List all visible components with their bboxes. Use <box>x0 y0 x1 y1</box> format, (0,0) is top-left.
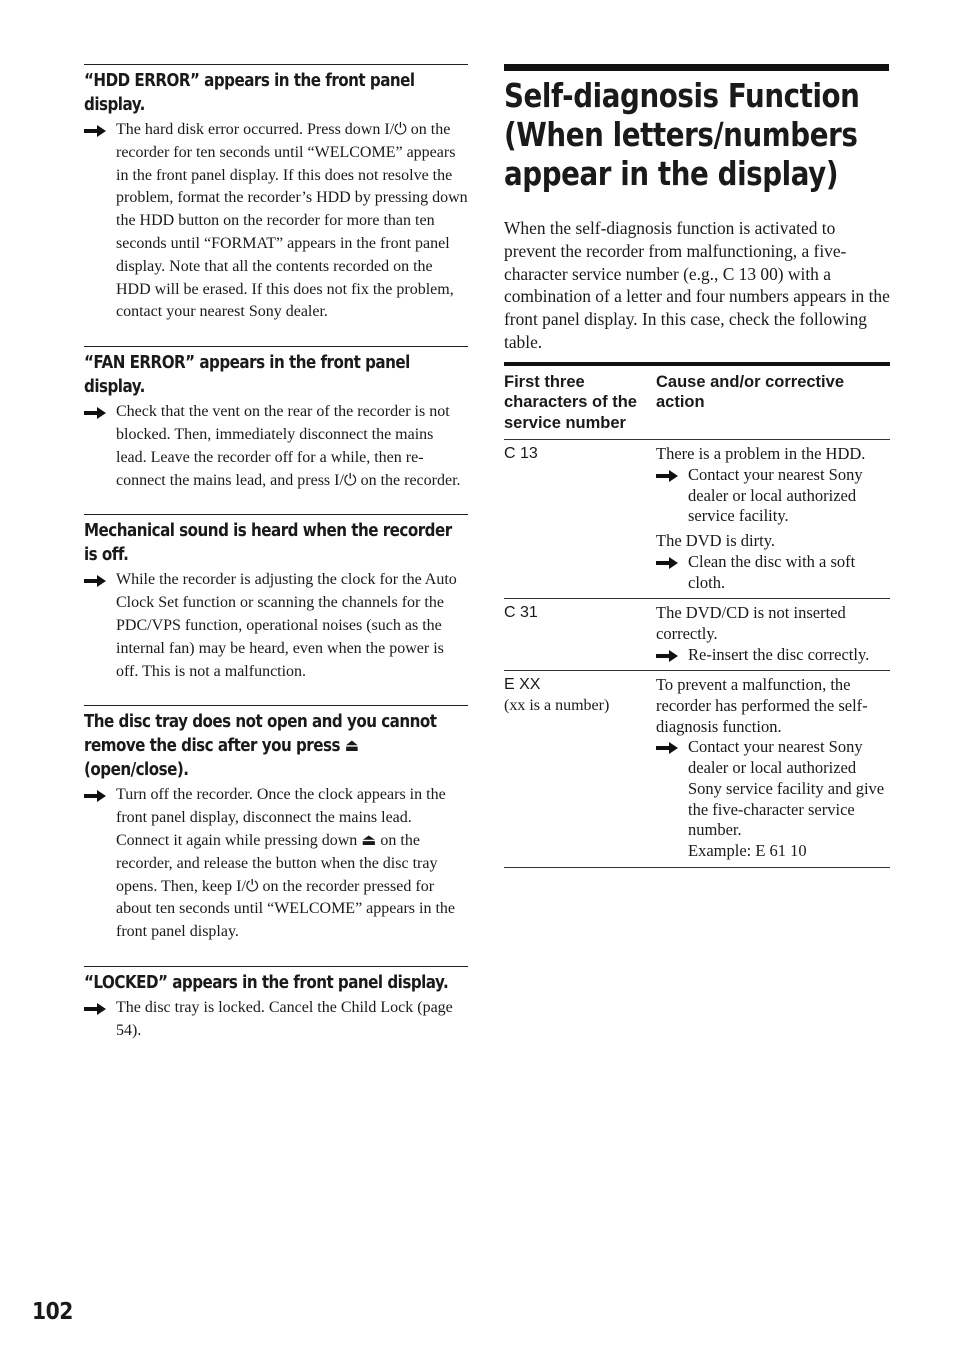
cause-cell <box>656 440 890 599</box>
left-column <box>84 64 468 1043</box>
arrow-right-icon <box>84 407 106 419</box>
cause-cell <box>656 671 890 867</box>
section-heading: “HDD ERROR” appears in the front panel display. <box>84 71 415 115</box>
arrow-right-icon <box>84 790 106 802</box>
arrow-right-icon <box>656 470 678 482</box>
code-cell <box>504 671 656 867</box>
section-text: Check that the vent on the rear of the recorder is not blocked. Then, immediately disconnect the mains lead. Leave the recorder off for a while, then re-connect the mains lead, and press I/⏻ on the recorder. <box>116 403 461 489</box>
action-text: Re-insert the disc correctly. <box>688 644 870 664</box>
action-item <box>656 552 890 593</box>
section-text: Turn off the recorder. Once the clock appears in the front panel display, disconnect the mains lead. Connect it again while pressing down ⏏ on the recorder, and release the button when the disc tray opens. Then, keep I/⏻ on the recorder pressed for about ten seconds until “WELCOME” appears in the front panel display. <box>116 786 456 941</box>
arrow-right-icon <box>84 575 106 587</box>
cause-text: The DVD/CD is not inserted correctly. <box>656 603 846 643</box>
cause-text: The DVD is dirty. <box>656 531 775 551</box>
section-heading: The disc tray does not open and you cannot remove the disc after you press ⏏ (open/close). <box>84 712 437 781</box>
example-text: Example: E 61 10 <box>688 840 807 860</box>
troubleshoot-locked <box>84 966 468 1043</box>
table-row <box>504 671 890 867</box>
troubleshoot-hdd-error <box>84 64 468 324</box>
cause-cell <box>656 599 890 671</box>
title-rule <box>504 64 889 71</box>
column-header-cause: Cause and/or corrective action <box>656 364 890 440</box>
section-body <box>84 784 468 944</box>
action-item <box>656 645 890 666</box>
arrow-right-icon <box>656 742 678 754</box>
action-item <box>656 737 890 841</box>
section-body <box>84 401 468 492</box>
troubleshoot-mechanical-sound <box>84 514 468 683</box>
section-text: The disc tray is locked. Cancel the Child Lock (page 54). <box>116 998 453 1039</box>
cause-text: To prevent a malfunction, the recorder has performed the self-diagnosis function. <box>656 675 868 736</box>
arrow-right-icon <box>84 125 106 137</box>
service-code-note: (xx is a number) <box>504 697 610 715</box>
service-code: C 13 <box>504 445 538 463</box>
section-text: The hard disk error occurred. Press down I/⏻ on the recorder for ten seconds until “WELCOME” appears in the front panel display. If this does not resolve the problem, format the recorder’s HDD by pressing down the HDD button on the recorder for more than ten seconds until “FORMAT” appears in the front panel display. Note that all the contents recorded on the HDD will be erased. If this does not fix the problem, contact your nearest Sony dealer. <box>116 121 468 321</box>
service-code: C 31 <box>504 604 538 622</box>
section-heading: “FAN ERROR” appears in the front panel display. <box>84 353 410 398</box>
troubleshoot-disc-tray <box>84 705 468 944</box>
section-body <box>84 569 468 683</box>
table-row <box>504 440 890 599</box>
action-text: Clean the disc with a soft cloth. <box>688 551 856 592</box>
section-body <box>84 119 468 324</box>
section-text: While the recorder is adjusting the clock for the Auto Clock Set function or scanning the channels for the PDC/VPS function, operational noises (such as the internal fan) may be heard, even when the power is off. This is not a malfunction. <box>116 571 457 680</box>
code-cell <box>504 599 656 671</box>
right-column <box>504 64 890 868</box>
page-title: Self-diagnosis Function (When letters/numbers appear in the display) <box>504 76 860 193</box>
table-row <box>504 599 890 671</box>
table-header-row <box>504 364 890 440</box>
cause-text: There is a problem in the HDD. <box>656 444 866 464</box>
arrow-right-icon <box>656 650 678 662</box>
action-item <box>656 465 890 527</box>
code-cell <box>504 440 656 599</box>
service-number-table <box>504 362 890 868</box>
action-text: Contact your nearest Sony dealer or local authorized service facility. <box>688 464 863 526</box>
section-heading: “LOCKED” appears in the front panel display. <box>84 972 449 993</box>
action-text: Contact your nearest Sony dealer or local authorized Sony service facility and give the five-character service number. <box>688 737 885 840</box>
column-header-code: First three characters of the service number <box>504 364 656 440</box>
intro-paragraph: When the self-diagnosis function is activated to prevent the recorder from malfunctioning, a five-character service number (e.g., C 13 00) with a combination of a letter and four numbers appears in the front panel display. In this case, check the following table. <box>504 218 890 352</box>
section-heading: Mechanical sound is heard when the recorder is off. <box>84 521 452 566</box>
arrow-right-icon <box>656 557 678 569</box>
service-code: E XX <box>504 676 541 694</box>
troubleshoot-fan-error <box>84 346 468 492</box>
section-body <box>84 997 468 1043</box>
page-number: 102 <box>32 1299 73 1325</box>
arrow-right-icon <box>84 1003 106 1015</box>
